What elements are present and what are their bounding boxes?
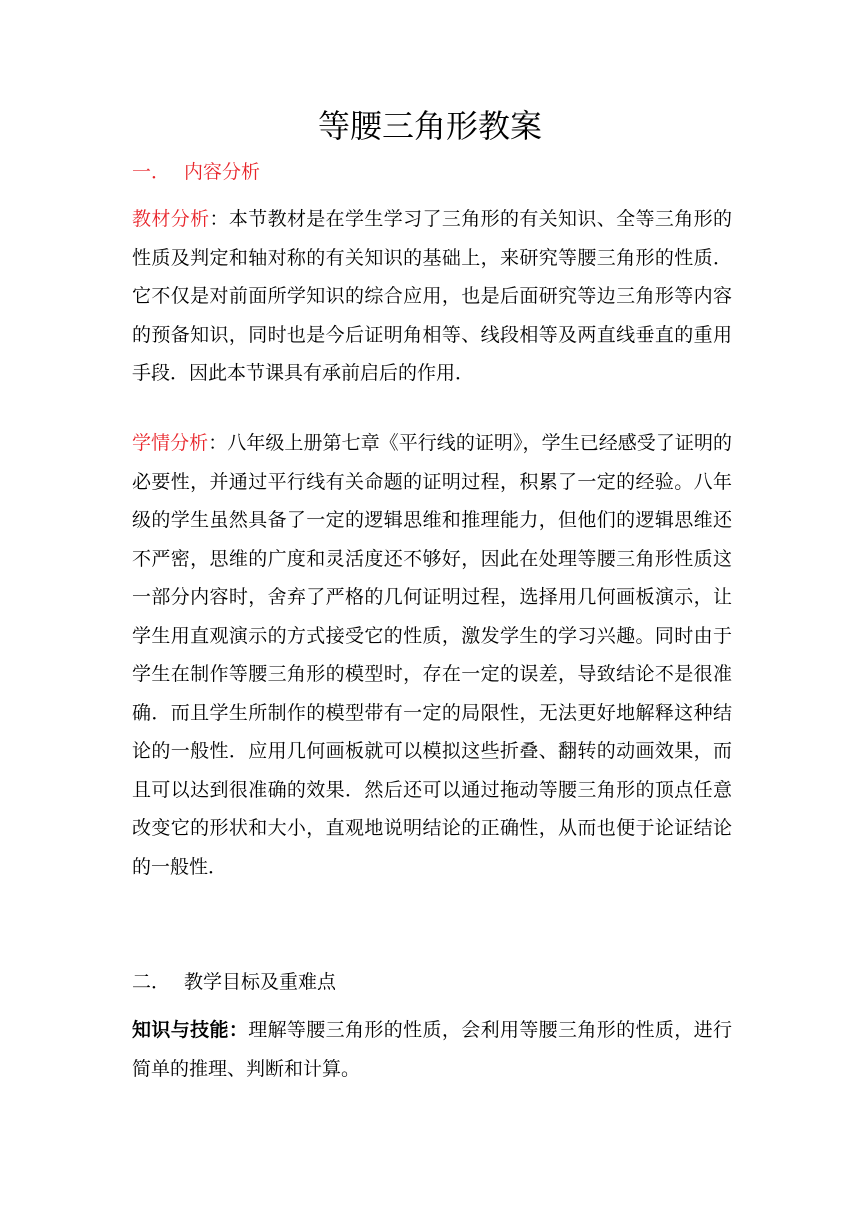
paragraph-label: 教材分析	[132, 208, 210, 230]
document-title: 等腰三角形教案	[317, 107, 542, 145]
paragraph-body: 本节教材是在学生学习了三角形的有关知识、全等三角形的性质及判定和轴对称的有关知识的基础上，来研究等腰三角形的性质．它不仅是对前面所学知识的综合应用，也是后面研究等边三角形等内容的预备知识，同时也是今后证明角相等、线段相等及两直线垂直的重用手段．因此本节课具有承前启后的作用．	[132, 208, 732, 384]
section-number: 一．	[132, 161, 171, 183]
paragraph-body: 八年级上册第七章《平行线的证明》，学生已经感受了证明的必要性，并通过平行线有关命题的证明过程，积累了一定的经验。八年级的学生虽然具备了一定的逻辑思维和推理能力，但他们的逻辑思维还不严密，思维的广度和灵活度还不够好，因此在处理等腰三角形性质这一部分内容时，舍弃了严格的几何证明过程，选择用几何画板演示，让学生用直观演示的方式接受它的性质，激发学生的学习兴趣。同时由于学生在制作等腰三角形的模型时，存在一定的误差，导致结论不是很准确．而且学生所制作的模型带有一定的局限性，无法更好地解释这种结论的一般性．应用几何画板就可以模拟这些折叠、翻转的动画效果，而且可以达到很准确的效果．然后还可以通过拖动等腰三角形的顶点任意改变它的形状和大小，直观地说明结论的正确性，从而也便于论证结论的一般性．	[132, 432, 732, 878]
section-heading-content-analysis	[132, 158, 260, 186]
paragraph-knowledge-skills	[132, 1011, 732, 1088]
paragraph-student-analysis	[132, 424, 732, 886]
section-number: 二．	[132, 971, 171, 993]
section-title: 内容分析	[184, 161, 261, 183]
paragraph-body: 理解等腰三角形的性质，会利用等腰三角形的性质，进行简单的推理、判断和计算。	[132, 1019, 732, 1080]
paragraph-colon: ：	[208, 432, 228, 454]
section-title: 教学目标及重难点	[184, 971, 337, 993]
paragraph-colon: ：	[228, 1019, 249, 1041]
paragraph-label: 学情分析	[132, 432, 209, 454]
paragraph-label: 知识与技能	[132, 1019, 229, 1041]
paragraph-colon: ：	[209, 208, 229, 230]
paragraph-textbook-analysis	[132, 200, 732, 393]
section-heading-goals	[132, 968, 336, 996]
